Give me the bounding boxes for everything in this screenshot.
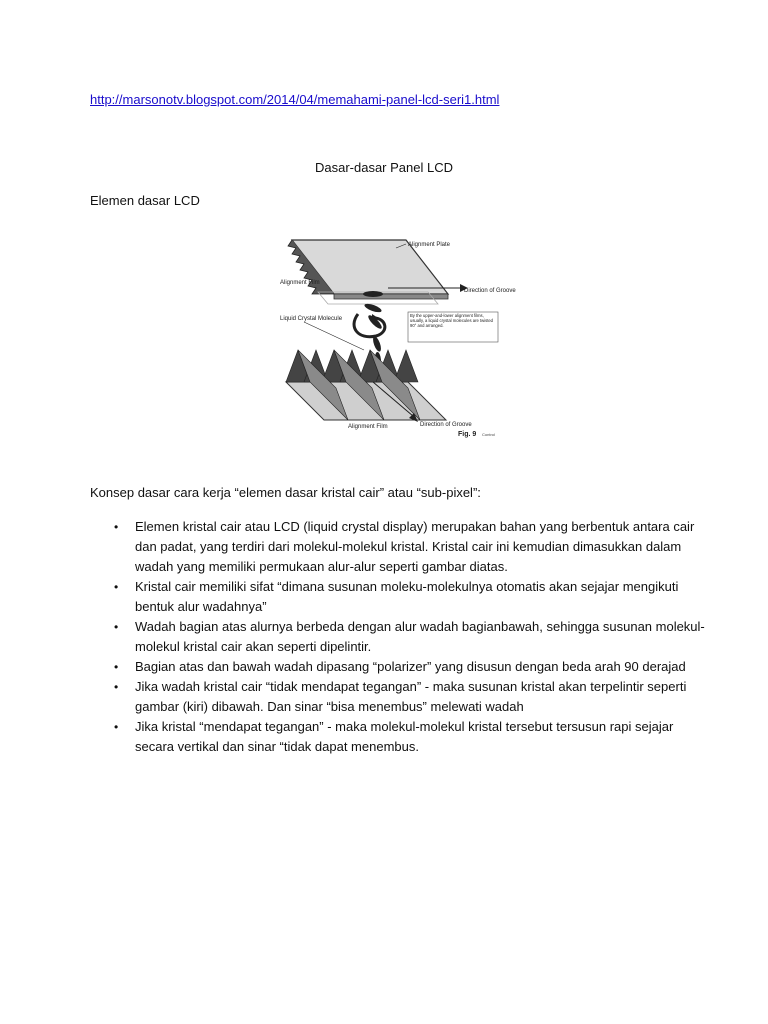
label-fig: Fig. 9: [458, 431, 477, 438]
label-note: By the upper-and-lower alignment films, usually, a liquid crystal molecules are twisted 90° and arranged.: [410, 313, 494, 328]
list-item: • Jika wadah kristal cair “tidak mendapat tegangan” - maka susunan kristal akan terpelintir seperti gambar (kiri) dibawah. Dan sinar “bisa menembus” melewati wadah: [114, 679, 687, 714]
label-alignment-plate: Alignment Plate: [408, 242, 451, 248]
label-fig-sub: Control: [482, 432, 495, 437]
list-item: • Jika kristal “mendapat tegangan” - maka molekul-molekul kristal tersebut tersusun rapi sejajar secara vertikal dan sinar “tidak dapat menembus.: [114, 719, 674, 754]
label-direction-bottom: Direction of Groove: [420, 422, 472, 428]
list-item: • Wadah bagian atas alurnya berbeda dengan alur wadah bagianbawah, sehingga susunan molekul-molekul kristal cair akan seperti dipelintir.: [114, 619, 705, 654]
list-item: • Kristal cair memiliki sifat “dimana susunan moleku-molekulnya otomatis akan sejajar mengikuti bentuk alur wadahnya”: [114, 579, 679, 614]
label-liquid-crystal: Liquid Crystal Molecule: [280, 316, 343, 322]
lcd-alignment-figure: [278, 232, 516, 440]
list-item: • Elemen kristal cair atau LCD (liquid crystal display) merupakan bahan yang berbentuk antara cair dan padat, yang terdiri dari molekul-molekul kristal. Kristal cair ini kemudian dimasukkan dalam wadah yang memiliki permukaan alur-alur seperti gambar diatas.: [114, 519, 695, 574]
page-title: Dasar-dasar Panel LCD: [314, 160, 453, 175]
intro-text: Konsep dasar cara kerja “elemen dasar kristal cair” atau “sub-pixel”:: [90, 485, 481, 500]
bullet-list: [90, 517, 710, 757]
section-heading: Elemen dasar LCD: [90, 193, 200, 208]
label-alignment-film-top: Alignment Film: [280, 280, 320, 286]
source-link[interactable]: http://marsonotv.blogspot.com/2014/04/memahami-panel-lcd-seri1.html: [90, 92, 500, 107]
label-alignment-film-bottom: Alignment Film: [348, 424, 388, 430]
label-direction-top: Direction of Groove: [464, 288, 516, 294]
list-item: • Bagian atas dan bawah wadah dipasang “polarizer” yang disusun dengan beda arah 90 derajad: [114, 659, 686, 674]
